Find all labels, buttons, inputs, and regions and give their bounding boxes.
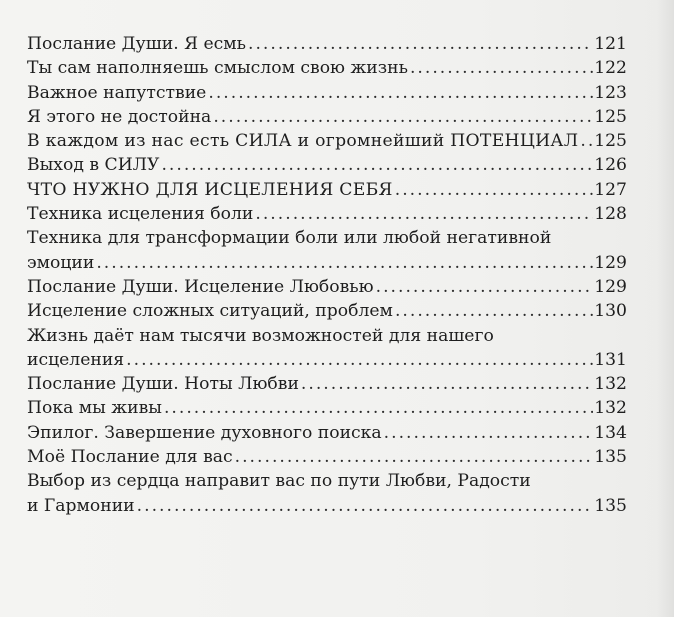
dot-leader <box>137 494 594 518</box>
toc-entry-page: 123 <box>594 82 627 103</box>
toc-entry-title: Исцеление сложных ситуаций, проблем <box>27 301 393 322</box>
toc-entry <box>27 494 627 518</box>
toc-entry-title-continued: эмоции <box>27 252 95 273</box>
dot-leader <box>126 348 593 372</box>
toc-entry-title: Ты сам наполняешь смыслом свою жизнь <box>27 58 408 79</box>
toc-entry-first-line <box>27 324 627 348</box>
toc-entry-title: Техника исцеления боли <box>27 204 254 225</box>
toc-entry-page: 130 <box>594 301 627 322</box>
toc-entry <box>27 396 627 420</box>
toc-entry-title: Послание Души. Исцеление Любовью <box>27 276 374 297</box>
toc-entry-first-line <box>27 226 627 250</box>
toc-entry <box>27 32 627 56</box>
toc-entry-page: 135 <box>594 495 627 516</box>
toc-entry-page: 132 <box>594 374 627 395</box>
toc-entry <box>27 348 627 372</box>
toc-entry <box>27 372 627 396</box>
toc-entry-title: Я этого не достойна <box>27 106 212 127</box>
toc-entry-title: Выбор из сердца направит вас по пути Любви, Радости <box>27 471 531 492</box>
toc-entry <box>27 445 627 469</box>
dot-leader <box>208 81 593 105</box>
toc-entry-title: Моё Послание для вас <box>27 447 233 468</box>
toc-entry <box>27 81 627 105</box>
toc-entry-page: 131 <box>594 349 627 370</box>
toc-entry-page: 132 <box>594 398 627 419</box>
toc-entry-title: Важное напутствие <box>27 82 207 103</box>
toc-entry <box>27 202 627 226</box>
dot-leader <box>376 275 594 299</box>
dot-leader <box>395 299 593 323</box>
dot-leader <box>410 56 593 80</box>
toc-entry <box>27 299 627 323</box>
toc-entry <box>27 56 627 80</box>
dot-leader <box>213 105 593 129</box>
toc-entry-title: В каждом из нас есть СИЛА и огромнейший ПОТЕНЦИАЛ <box>27 131 579 152</box>
table-of-contents <box>27 32 627 518</box>
toc-entry <box>27 421 627 445</box>
toc-entry-title: Послание Души. Ноты Любви <box>27 374 299 395</box>
toc-entry-title: Послание Души. Я есмь <box>27 34 246 54</box>
toc-entry-page: 129 <box>594 252 627 273</box>
dot-leader <box>395 178 593 202</box>
toc-entry-first-line <box>27 469 627 493</box>
toc-entry-title: Эпилог. Завершение духовного поиска <box>27 422 382 443</box>
toc-entry-title: Выход в СИЛУ <box>27 155 160 176</box>
toc-entry-title: ЧТО НУЖНО ДЛЯ ИСЦЕЛЕНИЯ СЕБЯ <box>27 179 393 200</box>
toc-entry-title: Пока мы живы <box>27 398 162 419</box>
toc-entry-page: 126 <box>594 155 627 176</box>
dot-leader <box>301 372 593 396</box>
toc-entry <box>27 153 627 177</box>
toc-entry-title-continued: исцеления <box>27 349 125 370</box>
toc-entry-title-continued: и Гармонии <box>27 495 135 516</box>
dot-leader <box>164 396 593 420</box>
toc-entry <box>27 178 627 202</box>
toc-entry-page: 127 <box>594 179 627 200</box>
dot-leader <box>248 32 593 56</box>
toc-entry-page: 134 <box>594 422 627 443</box>
dot-leader <box>384 421 594 445</box>
toc-entry <box>27 251 627 275</box>
page-edge-shadow <box>656 0 674 617</box>
toc-entry <box>27 105 627 129</box>
dot-leader <box>580 129 593 153</box>
toc-entry-page: 125 <box>594 131 627 152</box>
dot-leader <box>235 445 594 469</box>
toc-entry-page: 128 <box>594 204 627 225</box>
dot-leader <box>161 153 593 177</box>
dot-leader <box>96 251 593 275</box>
toc-entry-page: 129 <box>594 276 627 297</box>
toc-entry <box>27 275 627 299</box>
dot-leader <box>255 202 593 226</box>
toc-entry-title: Техника для трансформации боли или любой негативной <box>27 228 552 249</box>
toc-entry-page: 125 <box>594 106 627 127</box>
toc-entry-page: 121 <box>594 34 627 54</box>
toc-entry-title: Жизнь даёт нам тысячи возможностей для нашего <box>27 325 494 346</box>
toc-entry <box>27 129 627 153</box>
toc-entry-page: 135 <box>594 447 627 468</box>
toc-entry-page: 122 <box>594 58 627 79</box>
